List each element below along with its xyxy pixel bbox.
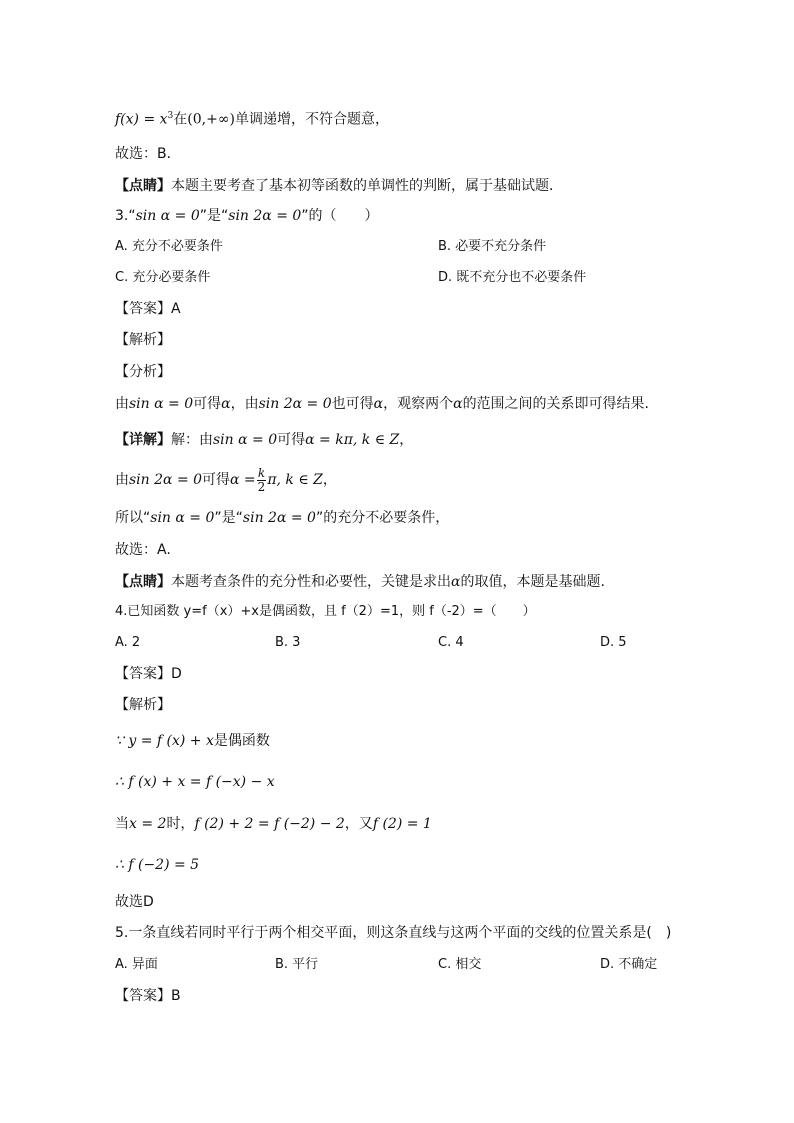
analysis-label: 【解析】 <box>115 332 171 348</box>
math-expr: ∵ y = f (x) + x <box>115 733 214 749</box>
text: ，又 <box>344 816 373 832</box>
text: ”的充分不必要条件， <box>315 510 450 526</box>
conclusion-line <box>115 508 449 528</box>
option-b: B. 3 <box>275 635 301 650</box>
option-a: A. 2 <box>115 635 141 650</box>
step-2: ∴ f (x) + x = f (−x) − x <box>115 774 275 790</box>
question-4: 4.已知函数 y=f（x）+x是偶函数，且 f（2）=1，则 f（-2）=（ ） <box>115 604 536 619</box>
option-d: D. 5 <box>600 635 627 650</box>
option-d: D. 既不充分也不必要条件 <box>438 270 587 285</box>
text: 可得 <box>202 472 231 488</box>
text: 单调递增，不符合题意， <box>234 111 389 128</box>
text: 是偶函数 <box>213 733 270 749</box>
quote: ”的（ ） <box>301 208 379 224</box>
option-b: B. 平行 <box>275 957 319 972</box>
note-tag: 【点睛】 <box>115 178 171 194</box>
math-expr: π, k ∈ Z <box>267 472 323 488</box>
text: 解：由 <box>171 432 213 448</box>
answer-label: 【答案】D <box>115 666 182 682</box>
math-expr: f (2) + 2 = f (−2) − 2 <box>194 816 345 832</box>
math-expr: sin α = 0 <box>213 432 278 448</box>
choose-b: 故选：B． <box>115 146 181 162</box>
answer-label: 【答案】B <box>115 988 181 1004</box>
text: 的范围之间的关系即可得结果. <box>462 396 650 412</box>
math-expr: α <box>451 574 461 590</box>
math-expr: α = kπ, k ∈ Z <box>305 432 400 448</box>
math-expr: sin α = 0 <box>129 396 194 412</box>
choose-d: 故选D <box>115 894 154 910</box>
text: 可得 <box>277 432 306 448</box>
analysis-sub-label: 【分析】 <box>115 364 171 380</box>
analysis-label: 【解析】 <box>115 697 171 713</box>
step-3 <box>115 814 432 834</box>
text: ，由 <box>230 396 259 412</box>
text: 也可得 <box>331 396 374 412</box>
note-line-2 <box>115 572 605 592</box>
fraction <box>257 467 267 494</box>
analysis-line <box>115 394 649 414</box>
quote: ”是“ <box>199 208 229 224</box>
math-expr: sin α = 0 <box>150 510 215 526</box>
math-expr: α = <box>230 472 256 488</box>
math-expr: sin 2α = 0 <box>258 396 332 412</box>
text: 所以“ <box>115 510 151 526</box>
option-c: C. 充分必要条件 <box>115 270 211 285</box>
detail-tag: 【详解】 <box>115 432 171 448</box>
note-text: 本题主要考查了基本初等函数的单调性的判断，属于基础试题． <box>171 178 563 194</box>
question-number: 3. <box>115 208 129 224</box>
note-line <box>115 176 563 196</box>
math-expr: sin 2α = 0 <box>129 472 203 488</box>
fraction-numerator: k <box>257 465 266 480</box>
math-expr: sin 2α = 0 <box>242 510 316 526</box>
text: 在 <box>173 111 188 128</box>
text: 时， <box>166 816 195 832</box>
math-expr: α <box>373 396 384 412</box>
option-a: A. 充分不必要条件 <box>115 239 223 254</box>
text: 本题考查条件的充分性和必要性，关键是求出 <box>171 574 451 590</box>
option-c: C. 相交 <box>438 957 482 972</box>
detail-line-2 <box>115 462 337 498</box>
quote: “ <box>128 208 136 224</box>
math-expr: sin α = 0 <box>135 208 200 224</box>
text: 的取值，本题是基础题. <box>460 574 605 590</box>
text: ，观察两个 <box>383 396 454 412</box>
math-expr: α <box>453 396 463 412</box>
option-b: B. 必要不充分条件 <box>438 239 547 254</box>
answer-label: 【答案】A <box>115 301 181 317</box>
choose-a: 故选：A. <box>115 542 171 558</box>
fraction-denominator: 2 <box>257 479 266 494</box>
math-expr: sin 2α = 0 <box>228 208 302 224</box>
text: ”是“ <box>214 510 243 526</box>
line-monotonic <box>115 106 389 130</box>
text: 由 <box>115 396 129 412</box>
text: 可得 <box>193 396 222 412</box>
note-tag: 【点睛】 <box>115 574 171 590</box>
question-5: 5.一条直线若同时平行于两个相交平面，则这条直线与这两个平面的交线的位置关系是( ) <box>115 925 672 941</box>
option-c: C. 4 <box>438 635 464 650</box>
text: 当 <box>115 816 129 832</box>
math-exponent: 3 <box>167 111 174 121</box>
question-3 <box>115 206 379 226</box>
option-d: D. 不确定 <box>600 957 658 972</box>
detail-line-1 <box>115 430 413 450</box>
step-1 <box>115 731 270 751</box>
math-fx: f(x) = x <box>115 111 168 128</box>
math-expr: x = 2 <box>129 816 167 832</box>
text: ， <box>322 472 337 488</box>
math-interval: (0,+∞) <box>187 111 235 128</box>
math-expr: f (2) = 1 <box>372 816 432 832</box>
math-expr: α <box>221 396 231 412</box>
text: 由 <box>115 472 129 488</box>
text: ， <box>399 432 414 448</box>
step-4: ∴ f (−2) = 5 <box>115 857 200 873</box>
option-a: A. 异面 <box>115 957 158 972</box>
